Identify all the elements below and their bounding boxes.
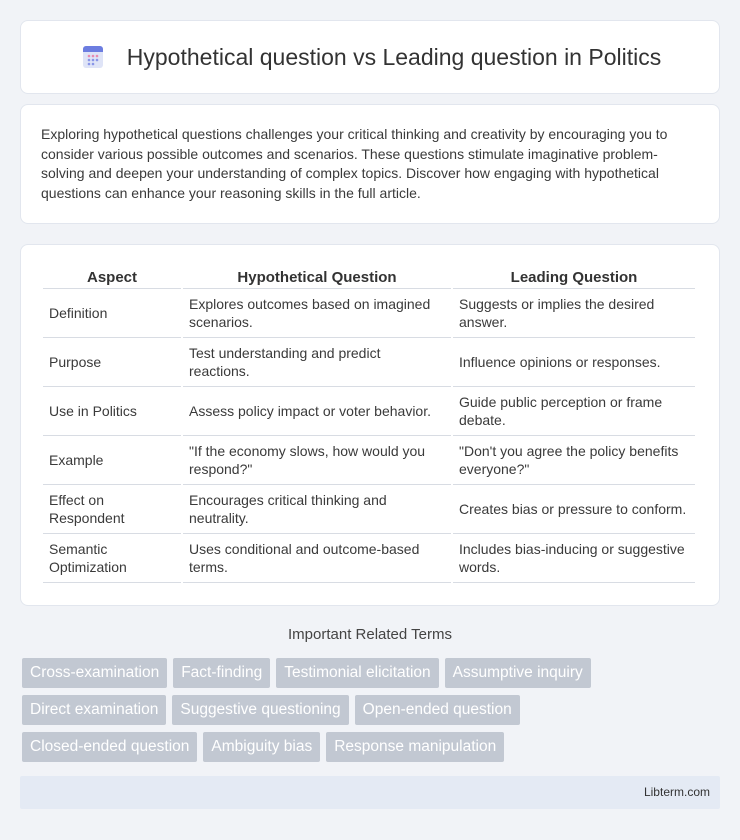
table-cell: Purpose (43, 338, 181, 387)
table-cell: Uses conditional and outcome-based terms. (183, 534, 451, 583)
related-term-tag[interactable]: Testimonial elicitation (276, 658, 438, 688)
related-term-tag[interactable]: Assumptive inquiry (445, 658, 591, 688)
comparison-table (41, 263, 697, 583)
intro-card (20, 104, 720, 224)
footer (20, 776, 720, 809)
related-terms-list (22, 658, 722, 769)
footer-site-link[interactable]: Libterm.com (643, 785, 710, 799)
table-cell: Includes bias-inducing or suggestive words. (453, 534, 695, 583)
table-cell: Definition (43, 289, 181, 338)
table-row (43, 289, 695, 338)
related-term-tag[interactable]: Response manipulation (326, 732, 504, 762)
document-icon (79, 43, 107, 71)
related-term-tag[interactable]: Ambiguity bias (203, 732, 320, 762)
table-cell: Assess policy impact or voter behavior. (183, 387, 451, 436)
tag-row (22, 695, 722, 725)
column-header: Hypothetical Question (183, 263, 451, 289)
tag-row (22, 732, 722, 762)
table-cell: "If the economy slows, how would you respond?" (183, 436, 451, 485)
table-cell: Guide public perception or frame debate. (453, 387, 695, 436)
table-row (43, 338, 695, 387)
related-term-tag[interactable]: Open-ended question (355, 695, 520, 725)
table-row (43, 436, 695, 485)
related-term-tag[interactable]: Direct examination (22, 695, 166, 725)
table-cell: Suggests or implies the desired answer. (453, 289, 695, 338)
page-title: Hypothetical question vs Leading question in Politics (126, 43, 662, 70)
table-cell: Use in Politics (43, 387, 181, 436)
related-term-tag[interactable]: Suggestive questioning (172, 695, 348, 725)
column-header: Aspect (43, 263, 181, 289)
related-term-tag[interactable]: Fact-finding (173, 658, 270, 688)
table-cell: Explores outcomes based on imagined scenarios. (183, 289, 451, 338)
column-header: Leading Question (453, 263, 695, 289)
comparison-card (20, 244, 720, 606)
table-cell: Influence opinions or responses. (453, 338, 695, 387)
table-cell: "Don't you agree the policy benefits everyone?" (453, 436, 695, 485)
related-term-tag[interactable]: Closed-ended question (22, 732, 197, 762)
table-row (43, 387, 695, 436)
table-row (43, 534, 695, 583)
table-cell: Example (43, 436, 181, 485)
related-term-tag[interactable]: Cross-examination (22, 658, 167, 688)
intro-text: Exploring hypothetical questions challenges your critical thinking and creativity by encouraging you to consider various possible outcomes and scenarios. These questions stimulate imaginative problem-solving and deepen your understanding of complex topics. Discover how engaging with hypothetical questions can enhance your reasoning skills in the full article. (41, 126, 668, 201)
table-cell: Semantic Optimization (43, 534, 181, 583)
table-cell: Creates bias or pressure to conform. (453, 485, 695, 534)
table-cell: Test understanding and predict reactions. (183, 338, 451, 387)
related-terms-title: Important Related Terms (288, 626, 452, 643)
table-cell: Effect on Respondent (43, 485, 181, 534)
header-card (20, 20, 720, 94)
table-row (43, 485, 695, 534)
tag-row (22, 658, 722, 688)
table-cell: Encourages critical thinking and neutrality. (183, 485, 451, 534)
table-header-row (43, 263, 695, 289)
